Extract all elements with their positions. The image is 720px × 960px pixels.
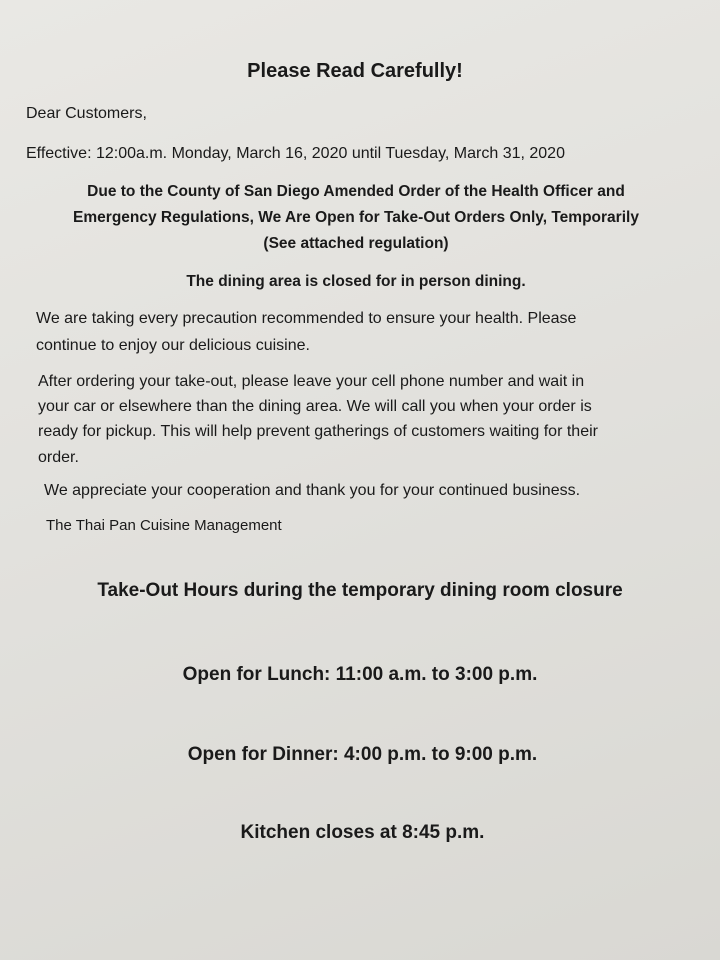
takeout-line-4: order.: [38, 449, 79, 466]
takeout-line-1: After ordering your take-out, please leave your cell phone number and wait in: [38, 373, 585, 390]
management-signature: The Thai Pan Cuisine Management: [46, 517, 282, 534]
notice-title: Please Read Carefully!: [247, 60, 463, 82]
salutation: Dear Customers,: [26, 105, 147, 122]
order-line-2: Emergency Regulations, We Are Open for Take-Out Orders Only, Temporarily: [73, 209, 639, 226]
kitchen-closing: Kitchen closes at 8:45 p.m.: [240, 822, 485, 843]
effective-dates: Effective: 12:00a.m. Monday, March 16, 2020 until Tuesday, March 31, 2020: [26, 145, 565, 162]
takeout-line-3: ready for pickup. This will help prevent gatherings of customers waiting for their: [38, 423, 598, 440]
precaution-line-2: continue to enjoy our delicious cuisine.: [36, 337, 310, 354]
hours-heading: Take-Out Hours during the temporary dining room closure: [97, 580, 623, 601]
order-line-1: Due to the County of San Diego Amended Order of the Health Officer and: [87, 183, 625, 200]
precaution-line-1: We are taking every precaution recommended to ensure your health. Please: [36, 310, 577, 327]
lunch-hours: Open for Lunch: 11:00 a.m. to 3:00 p.m.: [182, 664, 538, 685]
order-line-3: (See attached regulation): [263, 235, 449, 252]
dining-closed-notice: The dining area is closed for in person dining.: [186, 273, 526, 290]
dinner-hours: Open for Dinner: 4:00 p.m. to 9:00 p.m.: [187, 744, 538, 765]
takeout-line-2: your car or elsewhere than the dining area. We will call you when your order is: [38, 398, 592, 415]
appreciation-line: We appreciate your cooperation and thank you for your continued business.: [44, 482, 581, 499]
